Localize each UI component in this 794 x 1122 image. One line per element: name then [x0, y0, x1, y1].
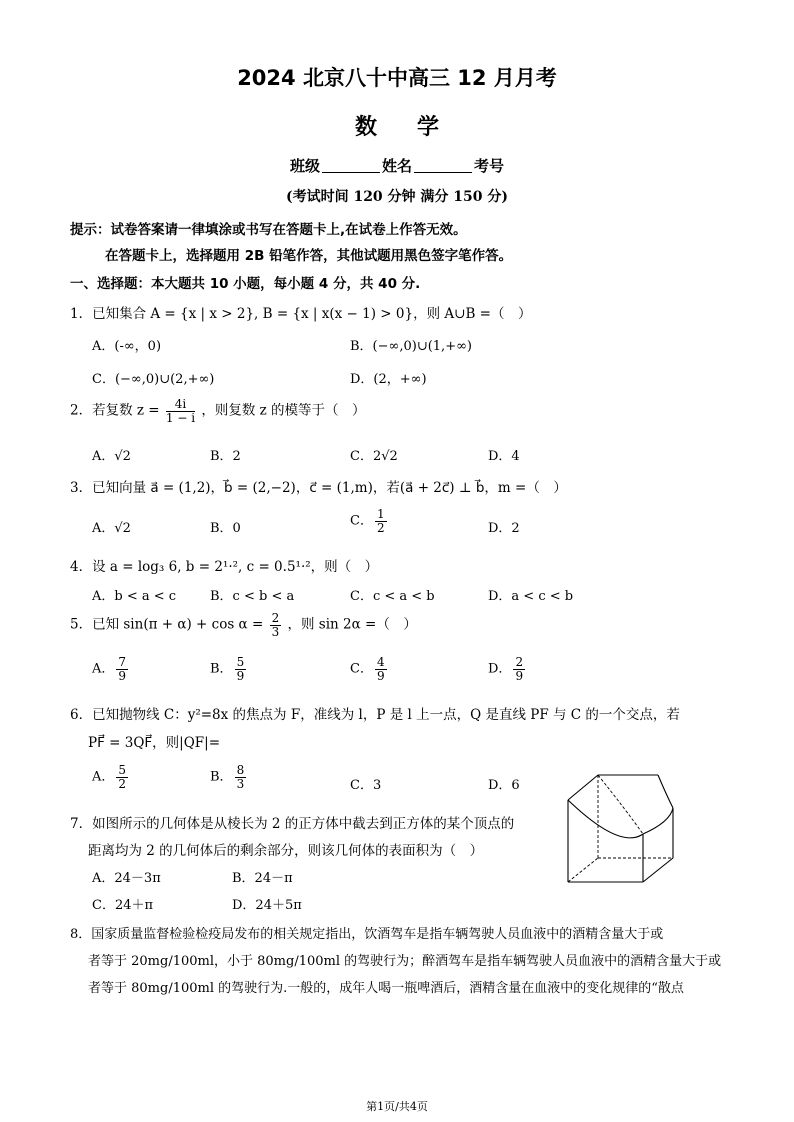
question-8-line-2: 者等于 20mg/100ml，小于 80mg/100ml 的驾驶行为；醉酒驾车是指车辆驾驶人员血液中的酒精含量大于或 [88, 954, 722, 969]
student-info-line [0, 155, 794, 176]
question-6-stem-line-2: PF⃗ = 3QF⃗，则|QF|= [88, 735, 221, 751]
question-3-option-d: D．2 [488, 521, 520, 536]
question-2-option-b: B．2 [210, 449, 241, 464]
question-3-option-a: A．√2 [92, 521, 131, 536]
question-6-option-a: A． $\frac{5}{2}$ [92, 763, 127, 791]
name-blank [414, 158, 472, 173]
question-1-stem: 1．已知集合 A = {x | x > 2}, B = {x | x(x − 1) > 0}，则 A∪B =（ ） [70, 306, 532, 322]
question-1-option-a: A．(-∞，0) [92, 339, 162, 354]
exam-time: (考试时间 120 分钟 满分 150 分) [285, 189, 509, 205]
question-5-stem: 5．已知 sin(π + α) + cos α = $\frac{2}{3}$ ，则 sin 2α =（ ） [70, 611, 417, 639]
question-4-option-a: A．b < a < c [92, 589, 177, 604]
question-6-option-c: C．3 [350, 778, 382, 793]
top-arc [658, 775, 673, 808]
question-7-stem-line-1: 7．如图所示的几何体是从棱长为 2 的正方体中截去到正方体的某个顶点的 [70, 816, 515, 832]
note-line-2: 在答题卡上，选择题用 2B 铅笔作答，其他试题用黑色签字笔作答。 [105, 248, 513, 264]
question-2-option-c: C．2√2 [350, 449, 398, 464]
question-7-option-d: D．24＋5π [232, 898, 302, 913]
name-label: 姓名 [381, 157, 412, 175]
section-heading: 一、选择题：本大题共 10 小题，每小题 4 分，共 40 分. [70, 276, 421, 292]
page-footer: 第1页/共4页 [366, 1100, 428, 1113]
question-2-fraction: $\frac{4i}{1 - i}$ [165, 397, 196, 425]
question-4-option-d: D．a < c < b [488, 589, 574, 604]
id-label: 考号 [474, 157, 505, 175]
question-4-stem: 4．设 a = log₃ 6, b = 2¹·², c = 0.5¹·²，则（ ） [70, 559, 379, 575]
hidden-left-bottom-edge [568, 858, 598, 882]
geometry-figure [560, 770, 695, 890]
question-7-option-c: C．24＋π [92, 898, 154, 913]
question-7-option-a: A．24－3π [92, 871, 161, 886]
question-6-option-d: D．6 [488, 778, 520, 793]
question-6-stem-line-1: 6．已知抛物线 C：y²=8x 的焦点为 F，准线为 l，P 是 l 上一点，Q 是直线 PF 与 C 的一个交点，若 [70, 707, 680, 723]
question-1-option-c: C．(−∞,0)∪(2,+∞) [92, 372, 215, 387]
question-7-option-b: B．24－π [232, 871, 293, 886]
question-5-option-d: D． $\frac{2}{9}$ [488, 655, 524, 683]
question-7-stem-line-2: 距离均为 2 的几何体后的剩余部分，则该几何体的表面积为（ ） [88, 843, 484, 859]
question-5-option-c: C． $\frac{4}{9}$ [350, 655, 385, 683]
right-bottom-edge [643, 858, 673, 882]
question-2-option-d: D．4 [488, 449, 520, 464]
question-8-line-1: 8．国家质量监督检验检疫局发布的相关规定指出，饮酒驾车是指车辆驾驶人员血液中的酒精含量大于或 [70, 927, 664, 942]
question-3-option-b: B．0 [210, 521, 241, 536]
question-1-option-d: D．(2，+∞) [350, 372, 427, 387]
question-3-option-c: C． $\frac{1}{2}$ [350, 507, 385, 535]
question-2-stem: 2．若复数 z = $\frac{4i}{1 - i}$ ，则复数 z 的模等于（ ） [70, 397, 366, 425]
question-8-line-3: 者等于 80mg/100ml 的驾驶行为.一般的，成年人喝一瓶啤酒后，酒精含量在血液中的变化规律的“散点 [88, 981, 684, 996]
question-6-option-b: B． $\frac{8}{3}$ [210, 763, 245, 791]
question-5-option-b: B． $\frac{5}{9}$ [210, 655, 245, 683]
exam-title: 2024 北京八十中高三 12 月月考 [237, 66, 557, 90]
subject-title: 数学 [354, 115, 479, 140]
class-label: 班级 [289, 157, 320, 175]
question-4-option-b: B．c < b < a [210, 589, 295, 604]
note-line-1: 提示：试卷答案请一律填涂或书写在答题卡上,在试卷上作答无效。 [70, 222, 467, 238]
question-3-stem: 3．已知向量 a⃗ = (1,2)，b⃗ = (2,−2)，c⃗ = (1,m)，若(a⃗ + 2c⃗) ⊥ b⃗，m =（ ） [70, 480, 567, 496]
question-4-option-c: C．c < a < b [350, 589, 435, 604]
top-left-edge [568, 775, 598, 800]
question-1-option-b: B．(−∞,0)∪(1,+∞) [350, 339, 472, 354]
class-blank [322, 158, 380, 173]
question-5-option-a: A． $\frac{7}{9}$ [92, 655, 127, 683]
question-2-option-a: A．√2 [92, 449, 131, 464]
question-5-fraction: $\frac{2}{3}$ [271, 611, 280, 639]
right-arc [643, 808, 673, 834]
hidden-arc [598, 775, 643, 834]
